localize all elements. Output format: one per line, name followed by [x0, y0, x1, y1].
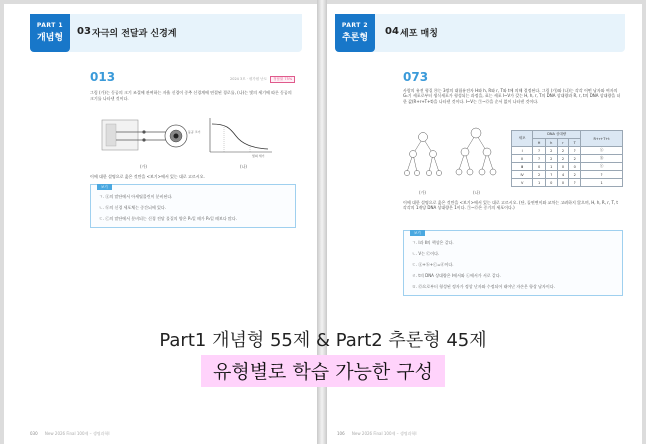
book-title: New 2026 Final 100제 – 생명과학Ⅰ: [44, 431, 110, 436]
chapter-header: [30, 14, 302, 52]
figure-caption-b: (나): [473, 190, 480, 195]
promo-headline: Part1 개념형 55제 & Part2 추론형 45제: [159, 330, 487, 351]
table-cell: 0: [533, 163, 546, 171]
row-label: Ⅳ: [512, 171, 533, 179]
figure-caption-b: (나): [240, 164, 247, 169]
table-cell: ⓑ: [581, 155, 623, 163]
chapter-number: 04: [385, 26, 399, 37]
table-cell: ?: [533, 155, 546, 163]
row-label: Ⅲ: [512, 163, 533, 171]
table-cell: ?: [533, 147, 546, 155]
choice-item: ㄱ. Ⅰ과 Ⅱ의 핵상은 같다.: [412, 240, 454, 245]
table-row: [512, 179, 623, 187]
choice-item: ㄴ. Ⅴ는 ㉢이다.: [412, 251, 440, 256]
part-type: 개념형: [36, 33, 64, 43]
table-cell: 2: [533, 171, 546, 179]
part-label: PART 1: [36, 22, 64, 29]
choice-item: ㄷ. ⓐ+ⓑ+ⓒ=ⓓ이다.: [412, 262, 454, 267]
correct-rate-badge: 정답률 75%: [270, 76, 295, 83]
table-cell: ?: [545, 171, 557, 179]
question-meta: [230, 76, 295, 83]
table-sum-header: R+r+T+t: [581, 131, 623, 147]
chapter-header: [335, 14, 625, 52]
book-title: New 2026 Final 100제 – 생명과학Ⅰ: [351, 431, 417, 436]
chapter-title: 세포 매칭: [400, 29, 438, 39]
cell-division-tree-a: [401, 130, 445, 188]
table-cell: 2: [557, 147, 569, 155]
part-badge: [335, 14, 375, 52]
page-footer: [30, 431, 110, 437]
choices-box: [90, 184, 296, 228]
choice-item: ㄴ. ⓑ의 신경 세포체는 중간뇌에 있다.: [99, 205, 166, 210]
choice-item: ㄷ. ⓒ의 말단에서 분비되는 신경 전달 물질의 양은 P₁일 때가 P₂일 때보다 많다.: [99, 216, 238, 221]
question-number: 013: [90, 70, 116, 84]
table-cell: 0: [557, 179, 569, 187]
part-label: PART 2: [341, 22, 369, 29]
table-row: [512, 147, 623, 155]
question-prompt: 이에 대한 설명으로 옳은 것만을 <보기>에서 있는 대로 고르시오.: [90, 174, 205, 179]
table-cell: ⓐ: [581, 147, 623, 155]
table-col-header: h: [545, 139, 557, 147]
promo-subheadline: 유형별로 학습 가능한 구성: [201, 355, 445, 387]
table-cell: 1: [545, 163, 557, 171]
table-cell: 0: [569, 163, 581, 171]
table-cell: ?: [569, 179, 581, 187]
row-label: Ⅰ: [512, 147, 533, 155]
question-text: 그림 (가)는 동공의 크기 조절에 관여하는 자율 신경이 중추 신경계에 연결된 경로를, (나)는 빛의 세기에 따른 동공의 크기를 나타낸 것이다.: [90, 90, 292, 101]
table-cell: 2: [569, 155, 581, 163]
row-label: Ⅱ: [512, 155, 533, 163]
choices-box: [403, 230, 623, 296]
figure-caption-a: (가): [419, 190, 426, 195]
table-row: [512, 171, 623, 179]
table-cell: ⓒ: [581, 163, 623, 171]
table-col-header: H: [533, 139, 546, 147]
table-row: [512, 163, 623, 171]
question-source: 2024 3모 · 평가원 난도: [230, 77, 267, 81]
table-cell: 2: [557, 155, 569, 163]
promo-subheadline-wrap: [0, 355, 646, 387]
page-footer: [337, 431, 417, 437]
table-cell: 2: [545, 147, 557, 155]
question-number: 073: [403, 70, 429, 84]
table-col-header: T: [569, 139, 581, 147]
graph-y-axis-label: 동공 크기: [188, 130, 201, 134]
question-prompt: 이에 대한 설명으로 옳은 것만을 <보기>에서 있는 대로 고르시오. (단, 돌연변이와 교차는 고려하지 않으며, H, h, R, r, T, t 각각의 1개당 DNA 상대량은 1이다. ㉠~㉤은 중기의 세포이다.): [403, 200, 618, 211]
choice-item: ㄹ. t의 DNA 상대량은 Ⅰ에서와 ㉡에서가 서로 같다.: [412, 273, 501, 278]
figure-caption-a: (가): [140, 164, 147, 169]
table-cell: 0: [557, 163, 569, 171]
table-cell: 2: [569, 171, 581, 179]
part-badge: [30, 14, 70, 52]
chapter-number: 03: [77, 26, 91, 37]
question-text: 사람의 유전 형질 ㉮는 3쌍의 대립유전자 H와 h, R와 r, T와 t에 의해 결정된다. 그림 (가)와 (나)는 각각 어떤 남자와 여자의 G₁기 세포로부터 생식세포가 형성되는 과정을, 표는 세포 Ⅰ~Ⅴ가 갖는 H, h, r, T의 DNA 상대량과 R, r, t의 DNA 상대량을 더한 값(R+r+T+t)을 나타낸 것이다. Ⅰ~Ⅴ는 ㉠~㉤을 순서 없이 나타낸 것이다.: [403, 88, 621, 104]
table-cell: 2: [545, 155, 557, 163]
choices-tag: 보기: [410, 230, 425, 236]
page-number: 106: [337, 431, 345, 436]
cell-division-tree-b: [451, 126, 501, 188]
table-header-cell: 세포: [512, 131, 533, 147]
dna-table: [511, 130, 623, 187]
choice-item: ㄱ. ⓐ의 말단에서 아세틸콜린이 분비된다.: [99, 194, 173, 199]
row-label: Ⅴ: [512, 179, 533, 187]
part-type: 추론형: [341, 33, 369, 43]
table-col-header: r: [557, 139, 569, 147]
table-cell: 1: [581, 179, 623, 187]
table-group-header: DNA 상대량: [533, 131, 581, 139]
table-cell: ?: [569, 147, 581, 155]
table-cell: ?: [581, 171, 623, 179]
table-cell: 1: [533, 179, 546, 187]
table-cell: 0: [545, 179, 557, 187]
chapter-title: 자극의 전달과 신경계: [92, 29, 177, 39]
table-cell: 4: [557, 171, 569, 179]
neural-pathway-figure: [100, 114, 192, 162]
table-row: [512, 155, 623, 163]
choices-tag: 보기: [97, 184, 112, 190]
page-number: 030: [30, 431, 38, 436]
choice-item: ㅁ. ㉤으로부터 형성된 정자가 정상 난자와 수정되어 태어난 자손은 항상 남자이다.: [412, 284, 555, 289]
graph-x-axis-label: 빛의 세기: [252, 154, 265, 158]
